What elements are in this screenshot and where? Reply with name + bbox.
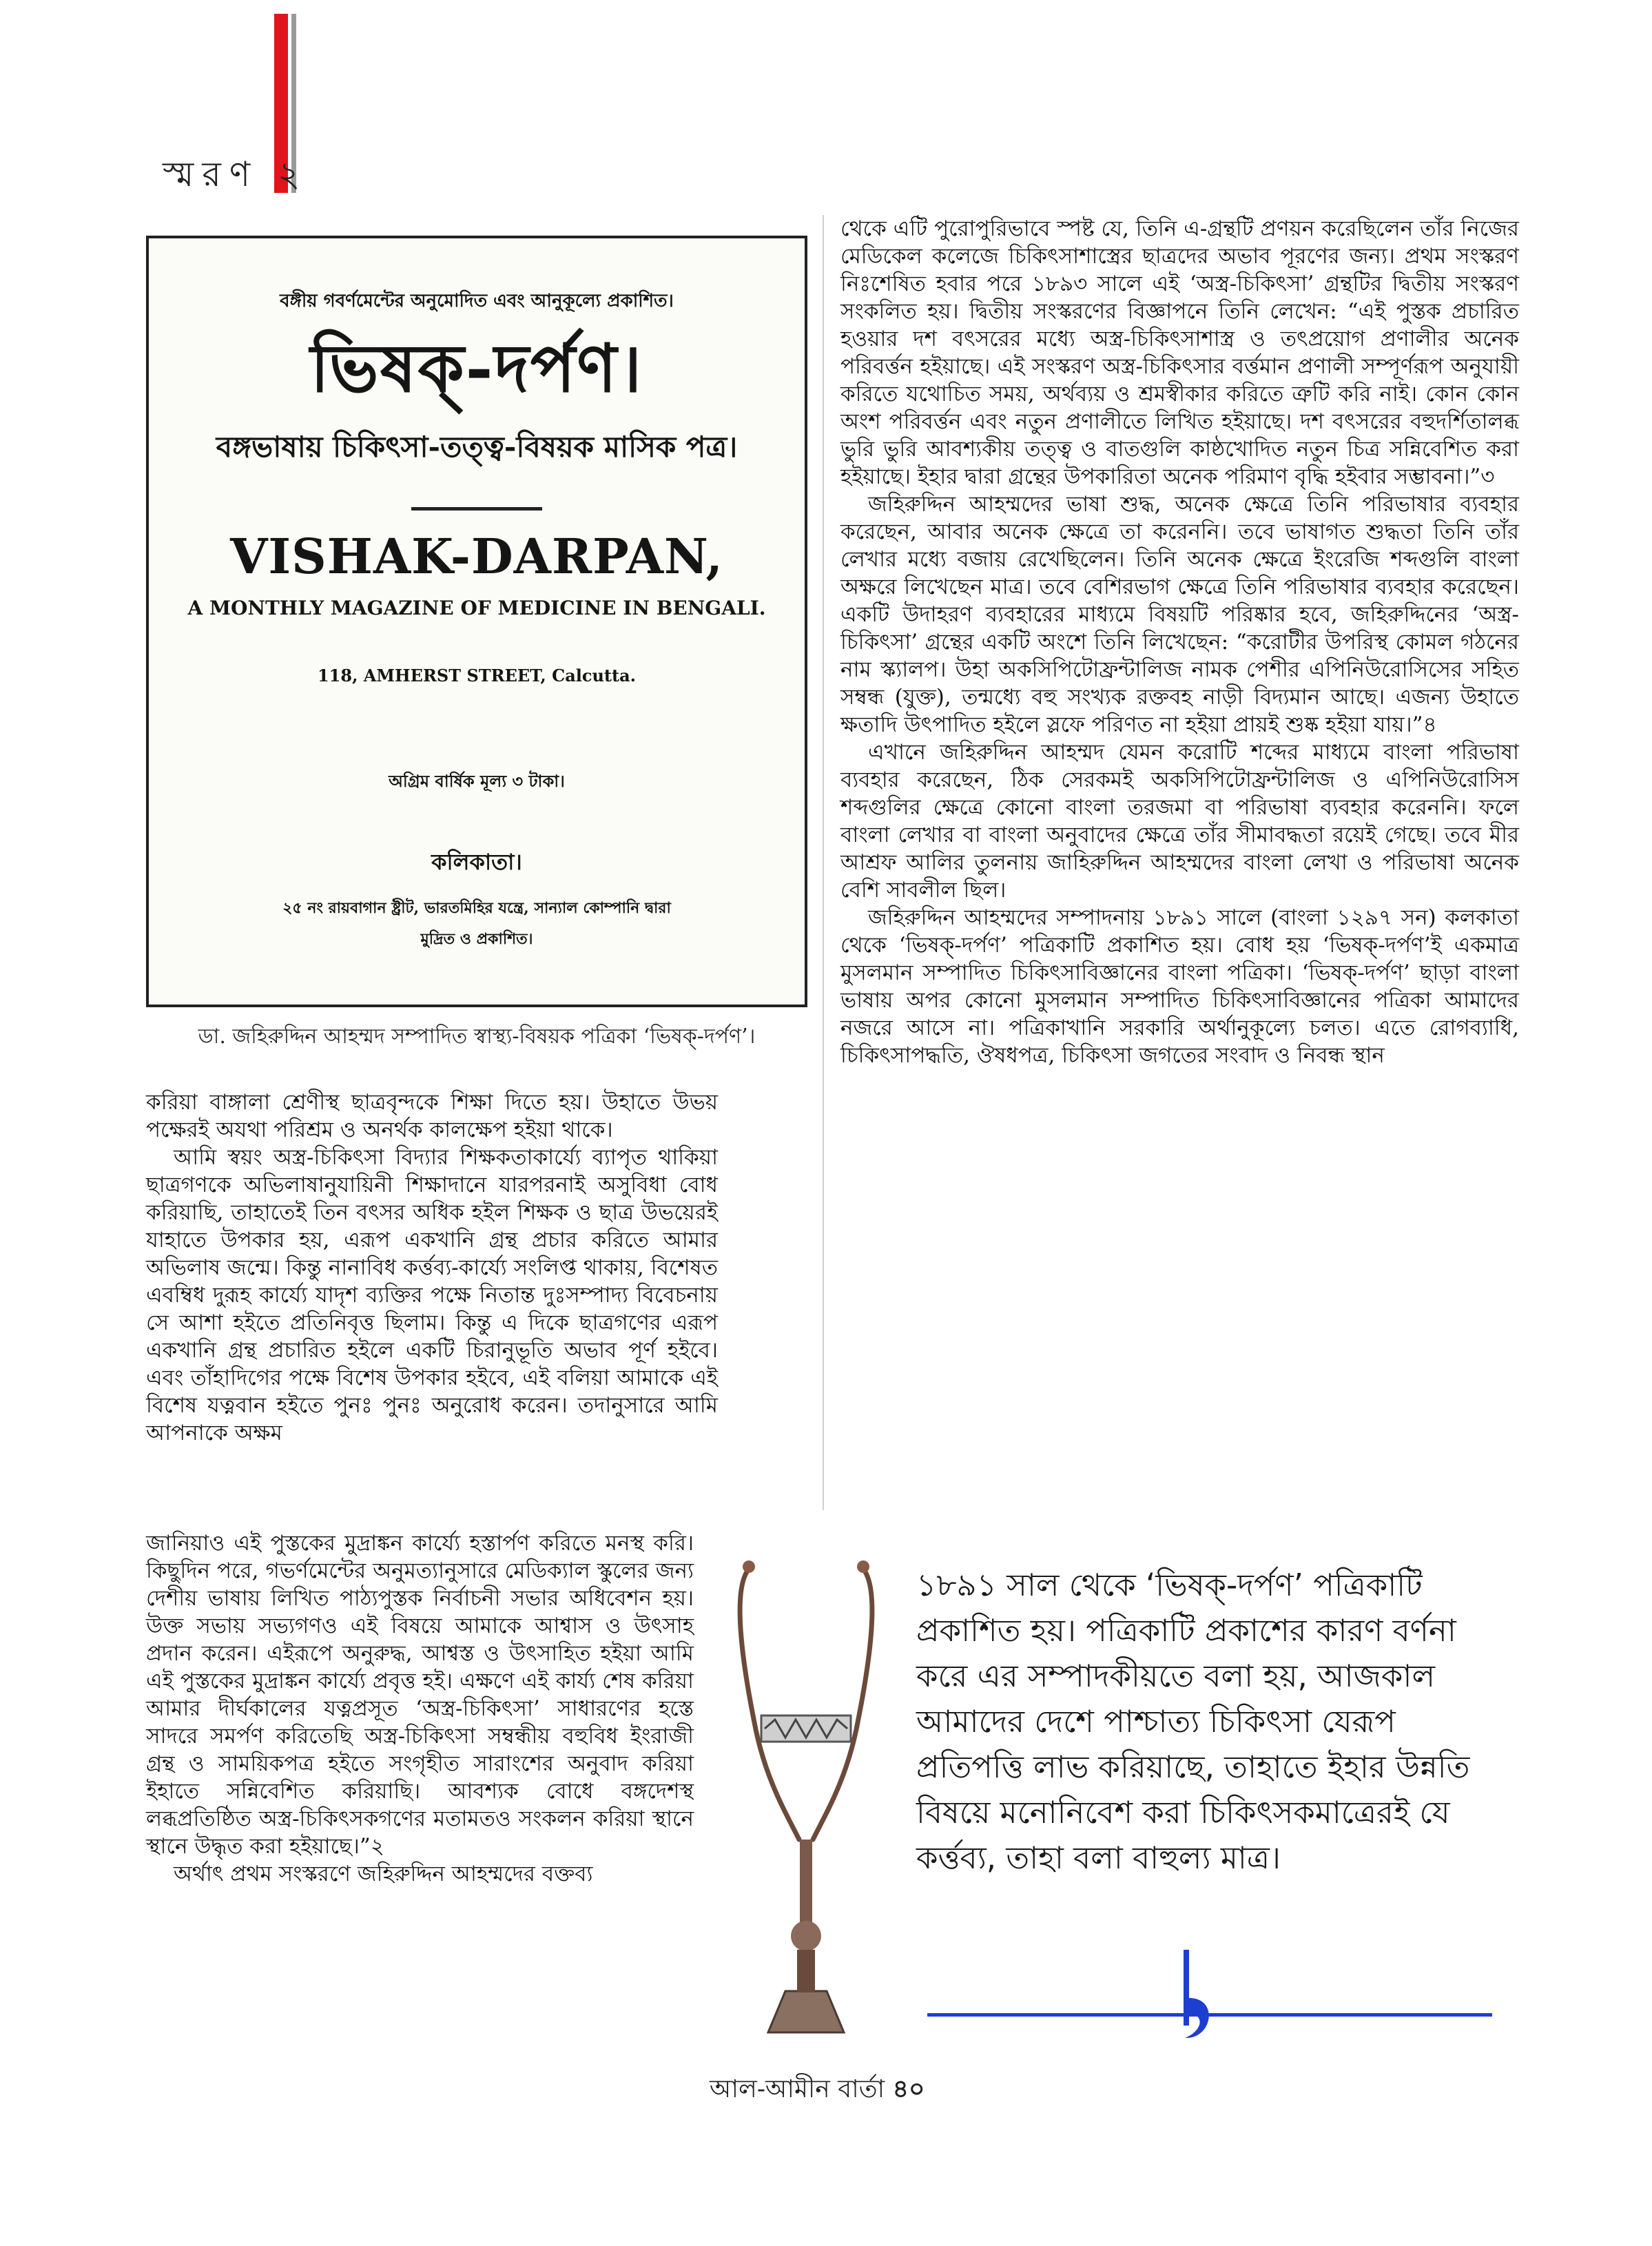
paragraph: করিয়া বাঙ্গালা শ্রেণীস্থ ছাত্রবৃন্দকে শিক্ষা দিতে হয়। উহাতে উভয় পক্ষেরই অযথা পরিশ্রম ও অনর্থক কালক্ষেপ হইয়া থাকে। [146, 1090, 718, 1142]
left-text-column-continued [146, 1529, 694, 1888]
column-divider [823, 215, 824, 1510]
quote-mark-icon [1171, 1950, 1219, 2039]
cover-address: 118, AMHERST STREET, Calcutta. [317, 666, 637, 686]
paragraph: এখানে জহিরুদ্দিন আহম্মদ যেমন করোটি শব্দের মাধ্যমে বাংলা পরিভাষা ব্যবহার করেছেন, ঠিক সেরকমই অকসিপিটোফ্রন্টালিজ ও এপিনিউরোসিস শব্দগুলির ক্ষেত্রে কোনো বাংলা তরজমা বা পরিভাষা ব্যবহার করেননি। ফলে বাংলা লেখার বা বাংলা অনুবাদের ক্ষেত্রে তাঁর সীমাবদ্ধতা রয়েই গেছে। তবে মীর আশ্রফ আলির তুলনায় জাহিরুদ্দিন আহম্মদের বাংলা লেখা ও পরিভাষা অনেক বেশি সাবলীল ছিল। [840, 740, 1519, 903]
paragraph: আমি স্বয়ং অস্ত্র-চিকিৎসা বিদ্যার শিক্ষকতাকার্য্যে ব্যাপৃত থাকিয়া ছাত্রগণকে অভিলাষানুযায়িনী শিক্ষাদানে যারপরনাই অসুবিধা বোধ করিয়াছি, তাহাতেই তিন বৎসর অধিক হইল শিক্ষক ও ছাত্র উভয়েরই যাহাতে উপকার হয়, এরূপ একখানি গ্রন্থ প্রচার করিতে আমার অভিলাষ জন্মে। কিন্তু নানাবিধ কর্ত্তব্য-কার্য্যে সংলিপ্ত থাকায়, বিশেষত এবম্বিধ দুরূহ কার্য্যে যাদৃশ ব্যক্তির পক্ষে নিতান্ত দুঃসম্পাদ্য বিবেচনায় সে আশা হইতে প্রতিনিবৃত্ত ছিলাম। কিন্তু এ দিকে ছাত্রগণের এরূপ একখানি গ্রন্থ প্রচারিত হইলে একটি চিরানুভূতি অভাব পূর্ণ হইবে। এবং তাঁহাদিগের পক্ষে বিশেষ উপকার হইবে, এই বলিয়া আমাকে এই বিশেষ যত্নবান হইতে পুনঃ পুনঃ অনুরোধ করেন। তদানুসারে আমি আপনাকে অক্ষম [146, 1145, 718, 1445]
magazine-name: আল-আমীন বার্তা [710, 2075, 885, 2103]
cover-subtitle-en: A MONTHLY MAGAZINE OF MEDICINE IN BENGALI. [187, 597, 766, 619]
cover-city: কলিকাতা। [431, 849, 522, 875]
cover-title-en: VISHAK-DARPAN, [230, 528, 723, 585]
cover-press-line: ২৫ নং রায়বাগান ষ্ট্রীট, ভারতমিহির যন্ত্রে, সান্যাল কোম্পানি দ্বারা [282, 899, 671, 917]
left-text-column [146, 1089, 718, 1447]
paragraph: অর্থাৎ প্রথম সংস্করণে জহিরুদ্দিন আহম্মদের বক্তব্য [174, 1862, 593, 1886]
section-label: স্মরণ ২ [163, 154, 309, 194]
magazine-cover-image [146, 236, 807, 1007]
image-caption: ডা. জহিরুদ্দিন আহম্মদ সম্পাদিত স্বাস্থ্য-বিষয়ক পত্রিকা ‘ভিষক্-দর্পণ’। [198, 1024, 756, 1049]
cover-top-line: বঙ্গীয় গবর্ণমেন্টের অনুমোদিত এবং আনুকূল্যে প্রকাশিত। [280, 291, 674, 311]
cover-title-bn: ভিষক্-দর্পণ। [310, 329, 643, 407]
cover-price: অগ্রিম বার্ষিক মূল্য ৩ টাকা। [389, 771, 565, 791]
cover-subtitle-bn: বঙ্গভাষায় চিকিৎসা-তত্ত্ব-বিষয়ক মাসিক পত্র। [216, 430, 738, 464]
right-text-column [840, 215, 1519, 1069]
pull-quote: ১৮৯১ সাল থেকে ‘ভিষক্-দর্পণ’ পত্রিকাটি প্রকাশিত হয়। পত্রিকাটি প্রকাশের কারণ বর্ণনা করে এর সম্পাদকীয়তে বলা হয়, আজকাল আমাদের দেশে পাশ্চাত্য চিকিৎসা যেরূপ প্রতিপত্তি লাভ করিয়াছে, তাহাতে ইহার উন্নতি বিষয়ে মনোনিবেশ করা চিকিৎসকমাত্রেরই যে কর্ত্তব্য, তাহা বলা বাহুল্য মাত্র। [916, 1567, 1470, 1876]
stethoscope-illustration [720, 1550, 892, 2046]
paragraph: জহিরুদ্দিন আহম্মদের ভাষা শুদ্ধ, অনেক ক্ষেত্রে তিনি পরিভাষার ব্যবহার করেছেন, আবার অনেক ক্ষেত্রে তা করেননি। তবে ভাষাগত শুদ্ধতা তিনি তাঁর লেখার মধ্যে বজায় রেখেছিলেন। তিনি অনেক ক্ষেত্রে ইংরেজি শব্দগুলি বাংলা অক্ষরে লিখেছেন মাত্র। তবে বেশিরভাগ ক্ষেত্রে তিনি পরিভাষার ব্যবহার করেছেন। একটি উদাহরণ ব্যবহারের মাধ্যমে বিষয়টি পরিষ্কার হবে, জহিরুদ্দিনের ‘অস্ত্র-চিকিৎসা’ গ্রন্থের একটি অংশে তিনি লিখেছেন: “করোটীর উপরিস্থ কোমল গঠনের নাম স্ক্যালপ। উহা অকসিপিটোফ্রন্টালিজ নামক পেশীর এপিনিউরোসিসের সহিত সম্বন্ধ (যুক্ত), তন্মধ্যে বহু সংখ্যক রক্তবহ নাড়ী বিদ্যমান আছে। এজন্য উহাতে ক্ষতাদি উৎপাদিত হইলে স্লফে পরিণত না হইয়া প্রায়ই শুষ্ক হইয়া যায়।”৪ [840, 492, 1519, 737]
paragraph: জানিয়াও এই পুস্তকের মুদ্রাঙ্কন কার্য্যে হস্তার্পণ করিতে মনস্থ করি। কিছুদিন পরে, গভর্ণমেন্টের অনুমত্যানুসারে মেডিক্যাল স্কুলের জন্য দেশীয় ভাষায় লিখিত পাঠ্যপুস্তক নির্বাচনী সভার অধিবেশন হয়। উক্ত সভায় সভ্যগণও এই বিষয়ে আমাকে আশ্বাস ও উৎসাহ প্রদান করেন। এইরূপে অনুরুদ্ধ, আশ্বস্ত ও উৎসাহিত হইয়া আমি এই পুস্তকের মুদ্রাঙ্কন কার্য্যে প্রবৃত্ত হই। এক্ষণে এই কার্য্য শেষ করিয়া আমার দীর্ঘকালের যত্নপ্রসূত ‘অস্ত্র-চিকিৎসা’ সাধারণের হস্তে সাদরে সমর্পণ করিতেছি অস্ত্র-চিকিৎসা সম্বন্ধীয় বহুবিধ ইংরাজী গ্রন্থ ও সাময়িকপত্র হইতে সংগৃহীত সারাংশের অনুবাদ করিয়া ইহাতে সন্নিবেশিত করিয়াছি। আবশ্যক বোধে বঙ্গদেশস্থ লব্ধপ্রতিষ্ঠিত অস্ত্র-চিকিৎসকগণের মতামতও সংকলন করিয়া স্থানে স্থানে উদ্ধৃত করা হইয়াছে।”২ [146, 1531, 694, 1859]
paragraph: থেকে এটি পুরোপুরিভাবে স্পষ্ট যে, তিনি এ-গ্রন্থটি প্রণয়ন করেছিলেন তাঁর নিজের মেডিকেল কলেজে চিকিৎসাশাস্ত্রের ছাত্রদের অভাব পূরণের জন্য। প্রথম সংস্করণ নিঃশেষিত হবার পরে ১৮৯৩ সালে এই ‘অস্ত্র-চিকিৎসা’ গ্রন্থটির দ্বিতীয় সংস্করণ সংকলিত হয়। দ্বিতীয় সংস্করণের বিজ্ঞাপনে তিনি লেখেন: “এই পুস্তক প্রচারিত হওয়ার দশ বৎসরের মধ্যে অস্ত্র-চিকিৎসাশাস্ত্র ও তৎপ্রয়োগ প্রণালীর অনেক পরিবর্ত্তন হইয়াছে। এই সংস্করণ অস্ত্র-চিকিৎসার বর্ত্তমান প্রণালী সম্পূর্ণরূপ অনুযায়ী করিতে যথোচিত সময়, অর্থব্যয় ও শ্রমস্বীকার করিতে ত্রুটি করি নাই। কোন কোন অংশ পরিবর্ত্তন এবং নতুন প্রণালীতে লিখিত হইয়াছে। দশ বৎসরের বহুদর্শিতালব্ধ ভুরি ভুরি আবশ্যকীয় তত্ত্ব ও বাতগুলি কাষ্ঠখোদিত নতুন চিত্র সন্নিবেশিত করা হইয়াছে। ইহার দ্বারা গ্রন্থের উপকারিতা অনেক পরিমাণ বৃদ্ধি হইবার সম্ভাবনা।”৩ [840, 216, 1519, 489]
paragraph: জহিরুদ্দিন আহম্মদের সম্পাদনায় ১৮৯১ সালে (বাংলা ১২৯৭ সন) কলকাতা থেকে ‘ভিষক্-দর্পণ’ পত্রিকাটি প্রকাশিত হয়। বোধ হয় ‘ভিষক্-দর্পণ’ই একমাত্র মুসলমান সম্পাদিত চিকিৎসাবিজ্ঞানের বাংলা পত্রিকা। ‘ভিষক্-দর্পণ’ ছাড়া বাংলা ভাষায় অপর কোনো মুসলমান সম্পাদিত চিকিৎসাবিজ্ঞানের পত্রিকা আমাদের নজরে আসে না। পত্রিকাখানি সরকারি অর্থানুকূল্যে চলত। এতে রোগব্যাধি, চিকিৎসাপদ্ধতি, ঔষধপত্র, চিকিৎসা জগতের সংবাদ ও নিবন্ধ স্থান [840, 905, 1519, 1068]
pull-quote-rule [927, 2013, 1492, 2017]
page-number: ৪০ [892, 2074, 925, 2103]
cover-press-line: মুদ্রিত ও প্রকাশিত। [420, 930, 533, 948]
page-footer [710, 2070, 925, 2112]
